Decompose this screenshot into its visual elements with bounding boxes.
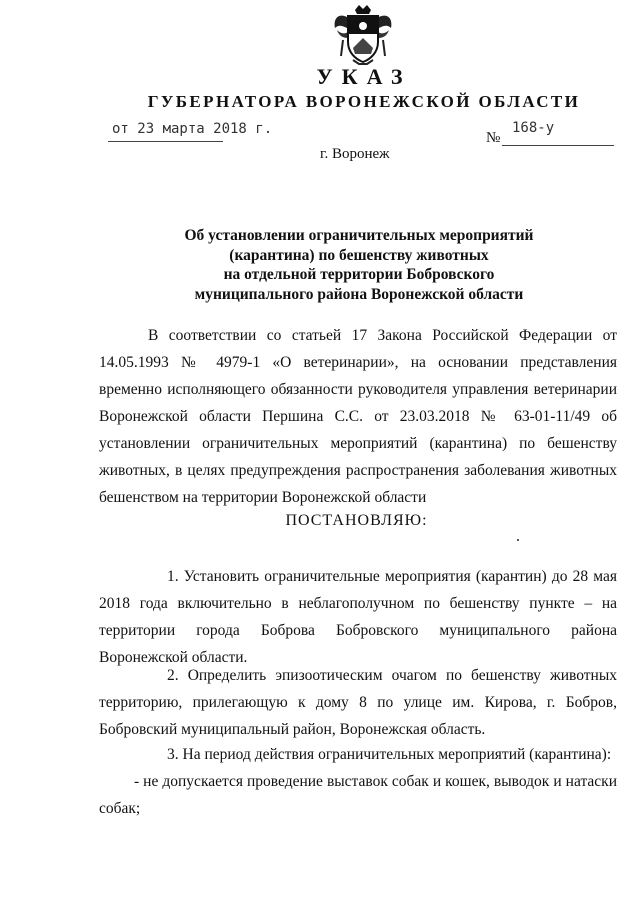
title-line: муниципального района Воронежской области [194, 285, 524, 303]
date-underline [108, 141, 223, 142]
issuer-heading: ГУБЕРНАТОРА ВОРОНЕЖСКОЙ ОБЛАСТИ [147, 92, 581, 111]
title-line: (карантина) по бешенству животных [229, 246, 489, 264]
decree-item-2: 2. Определить эпизоотическим очагом по бешенству животных территорию, прилегающую к дому 8 по улице им. Кирова, г. Бобров, Бобровский муниципальный район, Воронежская область. [99, 667, 617, 738]
decree-date: от 23 марта 2018 г. [112, 121, 273, 137]
number-sign: № [486, 130, 501, 146]
number-underline [502, 145, 614, 146]
city-label: г. Воронеж [320, 146, 390, 162]
scan-speck [517, 539, 519, 541]
decree-number: 168-у [512, 120, 555, 136]
decree-title [100, 226, 618, 304]
decree-subitem: - не допускается проведение выставок собак и кошек, выводок и натаски собак; [99, 773, 617, 817]
decree-item-3: 3. На период действия ограничительных мероприятий (карантина): [167, 746, 612, 763]
decree-resolution-word: ПОСТАНОВЛЯЮ: [285, 512, 428, 529]
preamble-paragraph: В соответствии со статьей 17 Закона Российской Федерации от 14.05.1993 № 4979-1 «О ветеринарии», на основании представления временно исполняющего обязанности руководителя управления ветеринарии Воронежской области Першина С.С. от 23.03.2018 № 63-01-11/49 об установлении ограничительных мероприятий (карантина) по бешенству животных, в целях предупреждения распространения заболевания животных бешенством на территории Воронежской области [99, 327, 617, 506]
coat-of-arms-icon [331, 4, 395, 66]
ukaz-heading: УКАЗ [316, 64, 412, 89]
title-line: на отдельной территории Бобровского [223, 266, 495, 283]
title-line: Об установлении ограничительных мероприятий [184, 227, 534, 244]
decree-item-1: 1. Установить ограничительные мероприятия (карантин) до 28 мая 2018 года включительно в неблагополучном по бешенству пункте – на территории города Боброва Бобровского муниципального района Воронежской области. [99, 568, 617, 666]
